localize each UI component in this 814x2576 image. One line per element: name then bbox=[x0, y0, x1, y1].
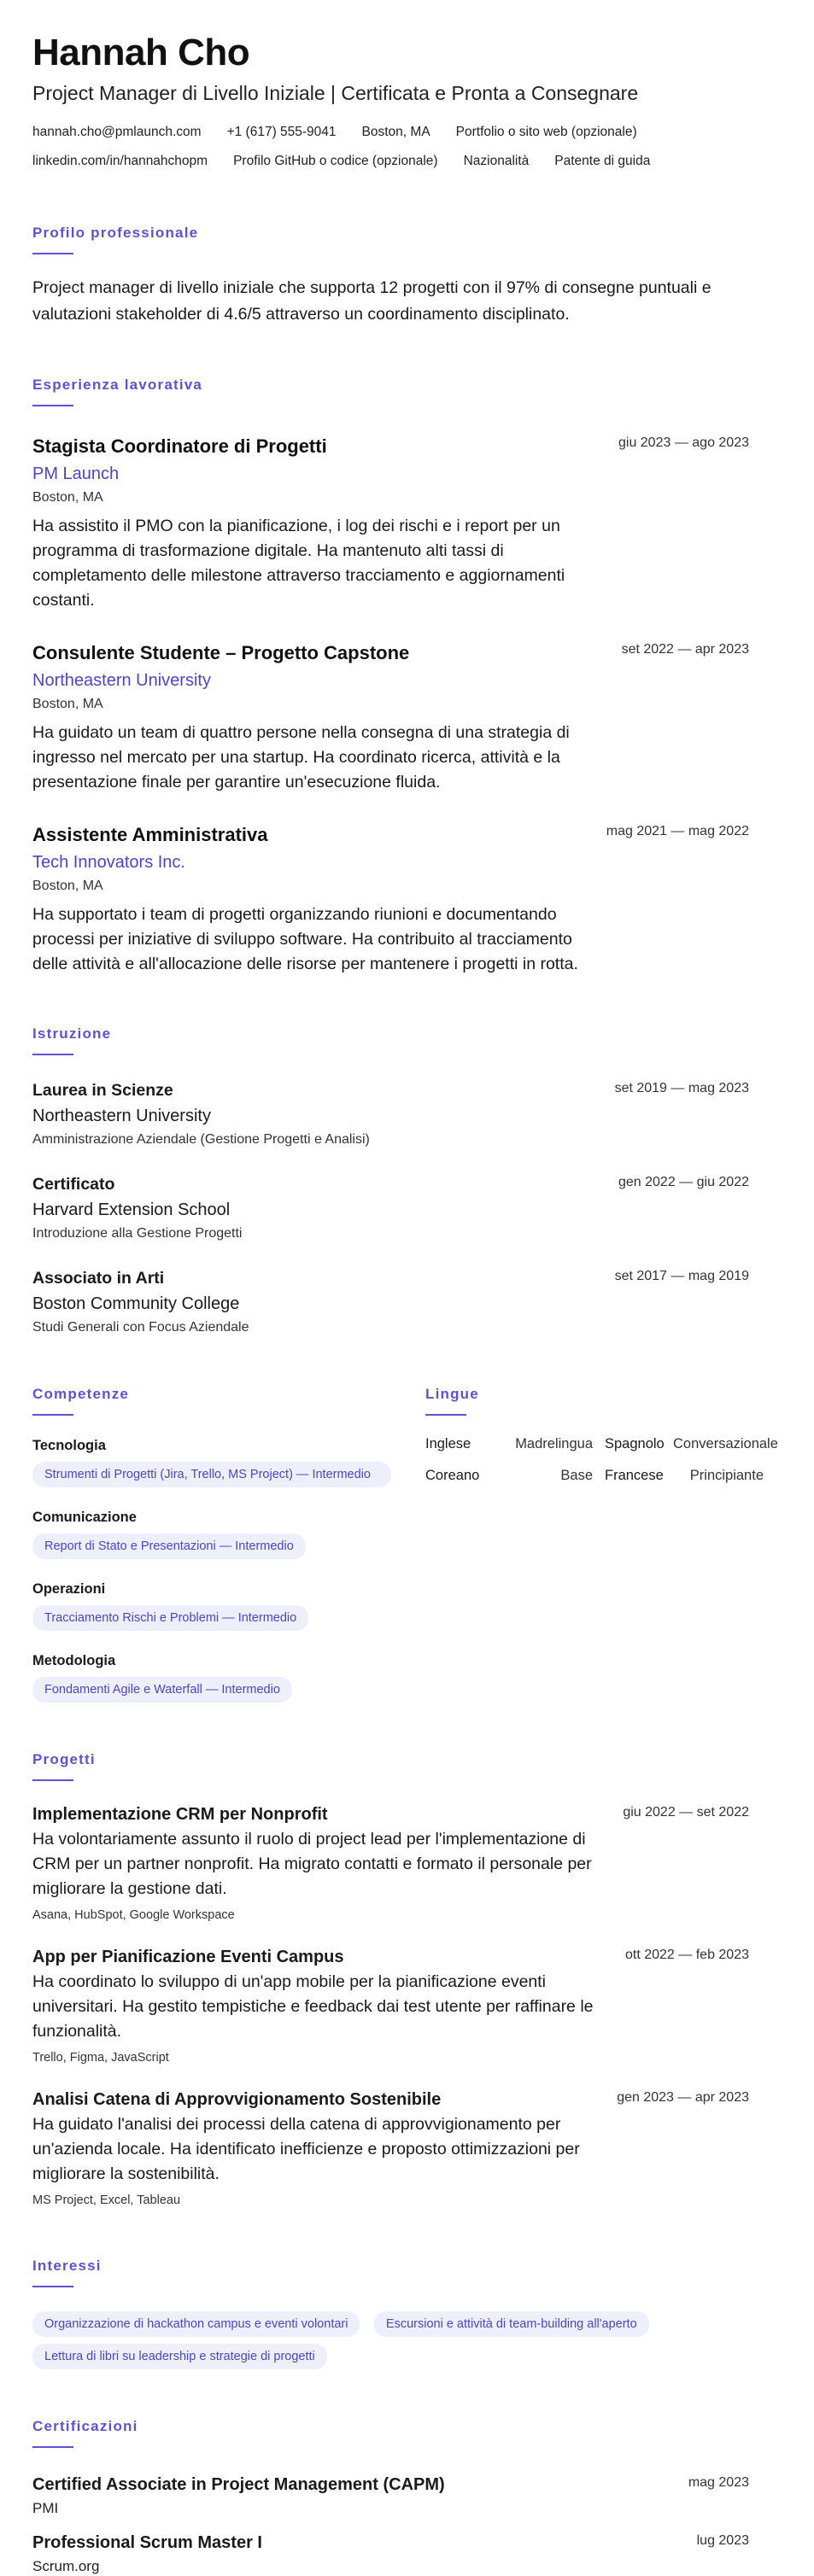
job-title: Consulente Studente – Progetto Capstone bbox=[32, 642, 410, 663]
section-title-profile: Profilo professionale bbox=[32, 225, 199, 241]
candidate-name: Hannah Cho bbox=[32, 32, 250, 73]
languages-column bbox=[425, 1337, 782, 1703]
education-dates: set 2017 — mag 2019 bbox=[614, 1269, 749, 1283]
experience-entry bbox=[32, 434, 782, 613]
project-description: Ha coordinato lo sviluppo di un'app mobile per la pianificazione eventi universitari. Ha gestito tempistiche e feedback dai test utente per raffinare le funzionalità. bbox=[32, 1972, 594, 2041]
section-divider bbox=[32, 2286, 73, 2287]
job-description: Ha guidato un team di quattro persone nella consegna di una strategia di ingresso nel mercato per una startup. Ha coordinato ricerca, attività e la presentazione finale per garantire un'esecuzione fluida. bbox=[32, 723, 570, 791]
section-divider bbox=[32, 2446, 73, 2448]
certification-entry bbox=[32, 2474, 782, 2518]
project-description: Ha volontariamente assunto il ruolo di project lead per l'implementazione di CRM per un partner nonprofit. Ha migrato contatti e formato il personale per migliorare la gestione dati. bbox=[32, 1830, 592, 1898]
project-entry bbox=[32, 1803, 782, 1924]
contact-location: Boston, MA bbox=[361, 125, 430, 139]
job-company: PM Launch bbox=[32, 464, 120, 483]
contact-linkedin[interactable]: linkedin.com/in/hannahchopm bbox=[32, 154, 208, 168]
job-dates: mag 2021 — mag 2022 bbox=[606, 824, 749, 838]
section-title-interests: Interessi bbox=[32, 2258, 102, 2274]
language-name: Spagnolo bbox=[605, 1436, 665, 1452]
project-tools: MS Project, Excel, Tableau bbox=[32, 2193, 181, 2207]
certification-title: Professional Scrum Master I bbox=[32, 2533, 262, 2552]
project-title: Analisi Catena di Approvvigionamento Sostenibile bbox=[32, 2090, 442, 2109]
resume-header bbox=[32, 32, 782, 176]
contact-phone[interactable]: +1 (617) 555-9041 bbox=[226, 125, 337, 139]
job-location: Boston, MA bbox=[32, 879, 103, 893]
profile-summary: Project manager di livello iniziale che supporta 12 progetti con il 97% di consegne puntuali e valutazioni stakeholder di 4.6/5 attraverso un coordinamento disciplinato. bbox=[32, 278, 712, 324]
project-entry bbox=[32, 1946, 782, 2066]
school: Harvard Extension School bbox=[32, 1200, 231, 1219]
skills-column bbox=[32, 1337, 425, 1703]
interest-list bbox=[32, 2304, 782, 2369]
interest-chip: Lettura di libri su leadership e strategie di progetti bbox=[32, 2344, 327, 2369]
project-entry bbox=[32, 2088, 782, 2209]
project-dates: gen 2023 — apr 2023 bbox=[617, 2090, 749, 2105]
language-level: Principiante bbox=[689, 1468, 764, 1483]
contact-nationality: Nazionalità bbox=[463, 154, 530, 168]
degree: Associato in Arti bbox=[32, 1269, 165, 1288]
job-company: Northeastern University bbox=[32, 671, 211, 690]
skill-category: Tecnologia bbox=[32, 1438, 106, 1453]
job-company: Tech Innovators Inc. bbox=[32, 853, 185, 872]
job-location: Boston, MA bbox=[32, 490, 103, 505]
section-title-skills: Competenze bbox=[32, 1386, 130, 1402]
section-divider bbox=[32, 253, 73, 254]
certification-date: lug 2023 bbox=[696, 2533, 749, 2548]
field-of-study: Amministrazione Aziendale (Gestione Progetti e Analisi) bbox=[32, 1132, 370, 1147]
section-divider bbox=[425, 1414, 466, 1416]
job-description: Ha assistito il PMO con la pianificazione, i log dei rischi e i report per un programma di trasformazione digitale. Ha mantenuto alti tassi di completamento delle milestone attraverso tracciamento e aggiornamenti costanti. bbox=[32, 517, 565, 610]
skill-group bbox=[32, 1651, 425, 1703]
contact-driving-license: Patente di guida bbox=[554, 154, 651, 168]
contact-github[interactable]: Profilo GitHub o codice (opzionale) bbox=[233, 154, 438, 168]
education-entry bbox=[32, 1173, 782, 1243]
section-divider bbox=[32, 405, 73, 406]
language-level: Base bbox=[560, 1468, 593, 1483]
school: Northeastern University bbox=[32, 1107, 211, 1125]
skill-category: Comunicazione bbox=[32, 1510, 137, 1525]
skill-chip: Tracciamento Rischi e Problemi — Intermedio bbox=[32, 1605, 308, 1631]
section-title-education: Istruzione bbox=[32, 1025, 112, 1042]
education-entry bbox=[32, 1267, 782, 1337]
skill-category: Operazioni bbox=[32, 1581, 106, 1597]
education-dates: gen 2022 — giu 2022 bbox=[618, 1175, 749, 1189]
certification-title: Certified Associate in Project Management (CAPM) bbox=[32, 2475, 445, 2494]
certification-entry bbox=[32, 2532, 782, 2576]
job-title: Assistente Amministrativa bbox=[32, 824, 268, 845]
education-dates: set 2019 — mag 2023 bbox=[614, 1081, 749, 1095]
section-title-experience: Esperienza lavorativa bbox=[32, 377, 203, 393]
certification-issuer: PMI bbox=[32, 2500, 59, 2516]
candidate-headline: Project Manager di Livello Iniziale | Certificata e Pronta a Consegnare bbox=[32, 82, 639, 104]
language-name: Francese bbox=[605, 1468, 664, 1483]
job-dates: giu 2023 — ago 2023 bbox=[618, 435, 749, 450]
project-tools: Asana, HubSpot, Google Workspace bbox=[32, 1908, 235, 1922]
language-level: Conversazionale bbox=[673, 1436, 778, 1452]
contact-email[interactable]: hannah.cho@pmlaunch.com bbox=[32, 125, 202, 139]
skills-languages-row bbox=[32, 1337, 782, 1703]
job-location: Boston, MA bbox=[32, 697, 103, 711]
skill-group bbox=[32, 1508, 425, 1559]
field-of-study: Introduzione alla Gestione Progetti bbox=[32, 1226, 243, 1241]
project-title: App per Pianificazione Eventi Campus bbox=[32, 1948, 344, 1966]
job-description: Ha supportato i team di progetti organizzando riunioni e documentando processi per iniziative di sviluppo software. Ha contribuito al tracciamento delle attività e all'allocazione delle risorse per mantenere i progetti in rotta. bbox=[32, 905, 578, 973]
project-title: Implementazione CRM per Nonprofit bbox=[32, 1805, 328, 1824]
experience-entry bbox=[32, 640, 782, 795]
interest-chip: Organizzazione di hackathon campus e eventi volontari bbox=[32, 2311, 360, 2337]
skill-chip: Fondamenti Agile e Waterfall — Intermedio bbox=[32, 1677, 292, 1703]
skill-group bbox=[32, 1580, 425, 1631]
job-title: Stagista Coordinatore di Progetti bbox=[32, 435, 327, 457]
section-divider bbox=[32, 1414, 73, 1416]
section-title-languages: Lingue bbox=[425, 1386, 479, 1402]
skill-chip: Strumenti di Progetti (Jira, Trello, MS Project) — Intermedio bbox=[32, 1462, 391, 1487]
language-list bbox=[425, 1436, 782, 1484]
certification-date: mag 2023 bbox=[688, 2475, 749, 2490]
field-of-study: Studi Generali con Focus Aziendale bbox=[32, 1320, 249, 1335]
language-level: Madrelingua bbox=[515, 1436, 593, 1452]
education-entry bbox=[32, 1079, 782, 1149]
school: Boston Community College bbox=[32, 1294, 240, 1313]
project-tools: Trello, Figma, JavaScript bbox=[32, 2051, 169, 2065]
section-title-certifications: Certificazioni bbox=[32, 2418, 138, 2434]
project-description: Ha guidato l'analisi dei processi della catena di approvvigionamento per un'azienda locale. Ha identificato inefficienze e proposto ottimizzazioni per migliorare la sostenibilità. bbox=[32, 2115, 580, 2183]
contact-portfolio[interactable]: Portfolio o sito web (opzionale) bbox=[455, 125, 637, 139]
project-dates: ott 2022 — feb 2023 bbox=[625, 1948, 749, 1962]
contact-list bbox=[32, 118, 782, 176]
section-divider bbox=[32, 1779, 73, 1781]
skill-group bbox=[32, 1436, 425, 1487]
certification-issuer: Scrum.org bbox=[32, 2558, 100, 2574]
project-dates: giu 2022 — set 2022 bbox=[623, 1805, 749, 1820]
interest-chip: Escursioni e attività di team-building all'aperto bbox=[374, 2311, 649, 2337]
degree: Laurea in Scienze bbox=[32, 1081, 173, 1100]
experience-entry bbox=[32, 822, 782, 977]
skill-category: Metodologia bbox=[32, 1653, 116, 1668]
section-divider bbox=[32, 1054, 73, 1055]
skill-chip: Report di Stato e Presentazioni — Intermedio bbox=[32, 1533, 306, 1559]
language-name: Inglese bbox=[425, 1436, 471, 1452]
section-title-projects: Progetti bbox=[32, 1751, 96, 1767]
job-dates: set 2022 — apr 2023 bbox=[621, 642, 749, 657]
language-name: Coreano bbox=[425, 1468, 480, 1483]
degree: Certificato bbox=[32, 1175, 115, 1194]
